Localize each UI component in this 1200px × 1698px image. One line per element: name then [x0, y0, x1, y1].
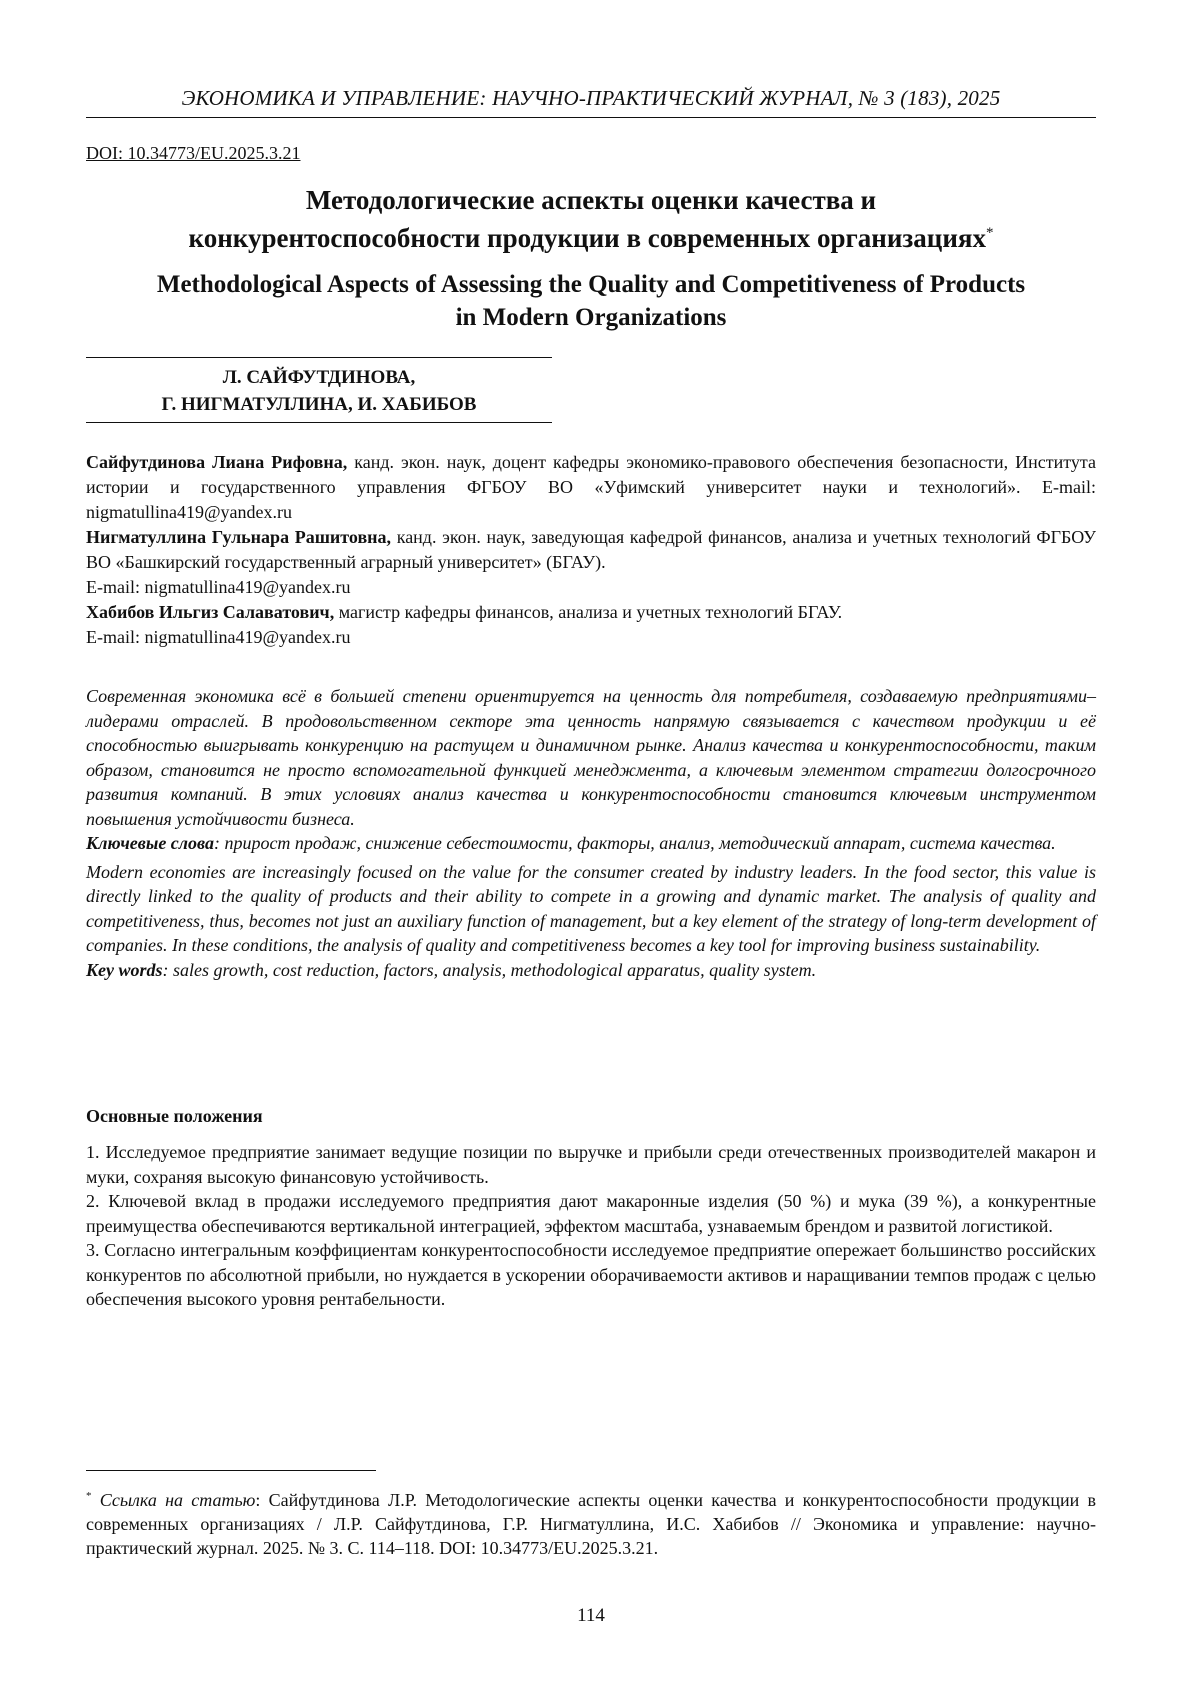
affiliation-3-text: магистр кафедры финансов, анализа и учетных технологий БГАУ.	[334, 602, 843, 622]
title-russian	[86, 184, 1096, 255]
keywords-ru-text: : прирост продаж, снижение себестоимости, факторы, анализ, методический аппарат, система качества.	[213, 833, 1056, 853]
abstract	[86, 684, 1096, 982]
title-english	[86, 268, 1096, 334]
section-heading: Основные положения	[86, 1106, 263, 1126]
affiliation-2-email: E-mail: nigmatullina419@yandex.ru	[86, 577, 351, 597]
affiliation-1	[86, 450, 1096, 525]
title-en-line-2: in Modern Organizations	[455, 304, 727, 331]
keywords-russian	[86, 831, 1096, 856]
doi-link[interactable]: DOI: 10.34773/EU.2025.3.21	[86, 143, 301, 163]
key-points	[86, 1140, 1096, 1312]
keywords-en-text: : sales growth, cost reduction, factors, analysis, methodological apparatus, quality system.	[162, 959, 817, 980]
affiliation-3-name: Хабибов Ильгиз Салаватович,	[86, 602, 335, 622]
affiliation-1-text: канд. экон. наук, доцент кафедры экономико-правового обеспечения безопасности, Института истории и государственного управления ФГБОУ ВО «Уфимский университет науки и технологий». E-mail: nigmatullina419@yandex.ru	[86, 452, 1097, 522]
affiliation-3-email: E-mail: nigmatullina419@yandex.ru	[86, 627, 351, 647]
affiliation-2-name: Нигматуллина Гульнара Рашитовна,	[86, 527, 392, 547]
footnote-text: : Сайфутдинова Л.Р. Методологические аспекты оценки качества и конкурентоспособности продукции в современных организациях / Л.Р. Сайфутдинова, Г.Р. Нигматуллина, И.С. Хабибов // Экономика и управление: научно-практический журнал. 2025. № 3. С. 114–118. DOI: 10.34773/EU.2025.3.21.	[86, 1490, 1097, 1558]
authors-line-1: Л. САЙФУТДИНОВА,	[222, 367, 416, 388]
authors-divider-bottom	[86, 422, 552, 423]
key-point-3: 3. Согласно интегральным коэффициентам конкурентоспособности исследуемое предприятие опережает большинство российских конкурентов по абсолютной прибыли, но нуждается в ускорении оборачиваемости активов и наращивании темпов продаж с целью обеспечения высокого уровня рентабельности.	[86, 1240, 1096, 1309]
affiliation-2	[86, 525, 1096, 575]
footnote-divider	[86, 1470, 376, 1471]
author-affiliations	[86, 450, 1096, 650]
footnote-mark: *	[86, 1490, 92, 1502]
keywords-en-label: Key words	[86, 959, 163, 980]
authors-line-2: Г. НИГМАТУЛЛИНА, И. ХАБИБОВ	[161, 394, 477, 415]
title-ru-line-2-text: конкурентоспособности продукции в современных организациях	[188, 223, 986, 253]
title-ru-line-2	[86, 217, 1096, 255]
affiliation-3	[86, 600, 1096, 625]
title-ru-line-1: Методологические аспекты оценки качества и	[305, 185, 877, 215]
running-head: ЭКОНОМИКА И УПРАВЛЕНИЕ: НАУЧНО-ПРАКТИЧЕСКИЙ ЖУРНАЛ, № 3 (183), 2025	[181, 86, 1001, 110]
affiliation-2-text: канд. экон. наук, заведующая кафедрой финансов, анализа и учетных технологий ФГБОУ ВО «Башкирский государственный аграрный университет» (БГАУ).	[86, 527, 1096, 572]
keywords-ru-label: Ключевые слова	[86, 833, 214, 853]
footnote	[86, 1484, 1096, 1560]
page-number: 114	[577, 1605, 605, 1626]
header-divider	[86, 117, 1096, 118]
authors	[86, 358, 552, 422]
footnote-label: Ссылка на статью	[99, 1490, 256, 1510]
title-en-line-1: Methodological Aspects of Assessing the Quality and Competitiveness of Products	[156, 271, 1026, 298]
footnote-marker[interactable]: *	[985, 225, 994, 241]
abstract-russian: Современная экономика всё в большей степени ориентируется на ценность для потребителя, создаваемую предприятиями–лидерами отраслей. В продовольственном секторе эта ценность напрямую связывается с качеством продукции и её способностью выигрывать конкуренцию на растущем и динамичном рынке. Анализ качества и конкурентоспособности, таким образом, становится не просто вспомогательной функцией менеджмента, а ключевым элементом стратегии долгосрочного развития компаний. В этих условиях анализ качества и конкурентоспособности становится ключевым инструментом повышения устойчивости бизнеса.	[86, 686, 1096, 829]
abstract-english: Modern economies are increasingly focused on the value for the consumer created by industry leaders. In the food sector, this value is directly linked to the quality of products and their ability to compete in a growing and dynamic market. The analysis of quality and competitiveness, thus, becomes not just an auxiliary function of management, but a key element of the strategy of long-term development of companies. In these conditions, the analysis of quality and competitiveness becomes a key tool for improving business sustainability.	[86, 861, 1096, 955]
key-point-2: 2. Ключевой вклад в продажи исследуемого предприятия дают макаронные изделия (50 %) и мука (39 %), а конкурентные преимущества обеспечиваются вертикальной интеграцией, эффектом масштаба, узнаваемым брендом и развитой логистикой.	[86, 1191, 1096, 1236]
key-point-1: 1. Исследуемое предприятие занимает ведущие позиции по выручке и прибыли среди отечественных производителей макарон и муки, сохраняя высокую финансовую устойчивость.	[86, 1142, 1096, 1187]
keywords-english	[86, 958, 1096, 983]
affiliation-1-name: Сайфутдинова Лиана Рифовна,	[86, 452, 348, 472]
authors-block	[86, 357, 552, 423]
